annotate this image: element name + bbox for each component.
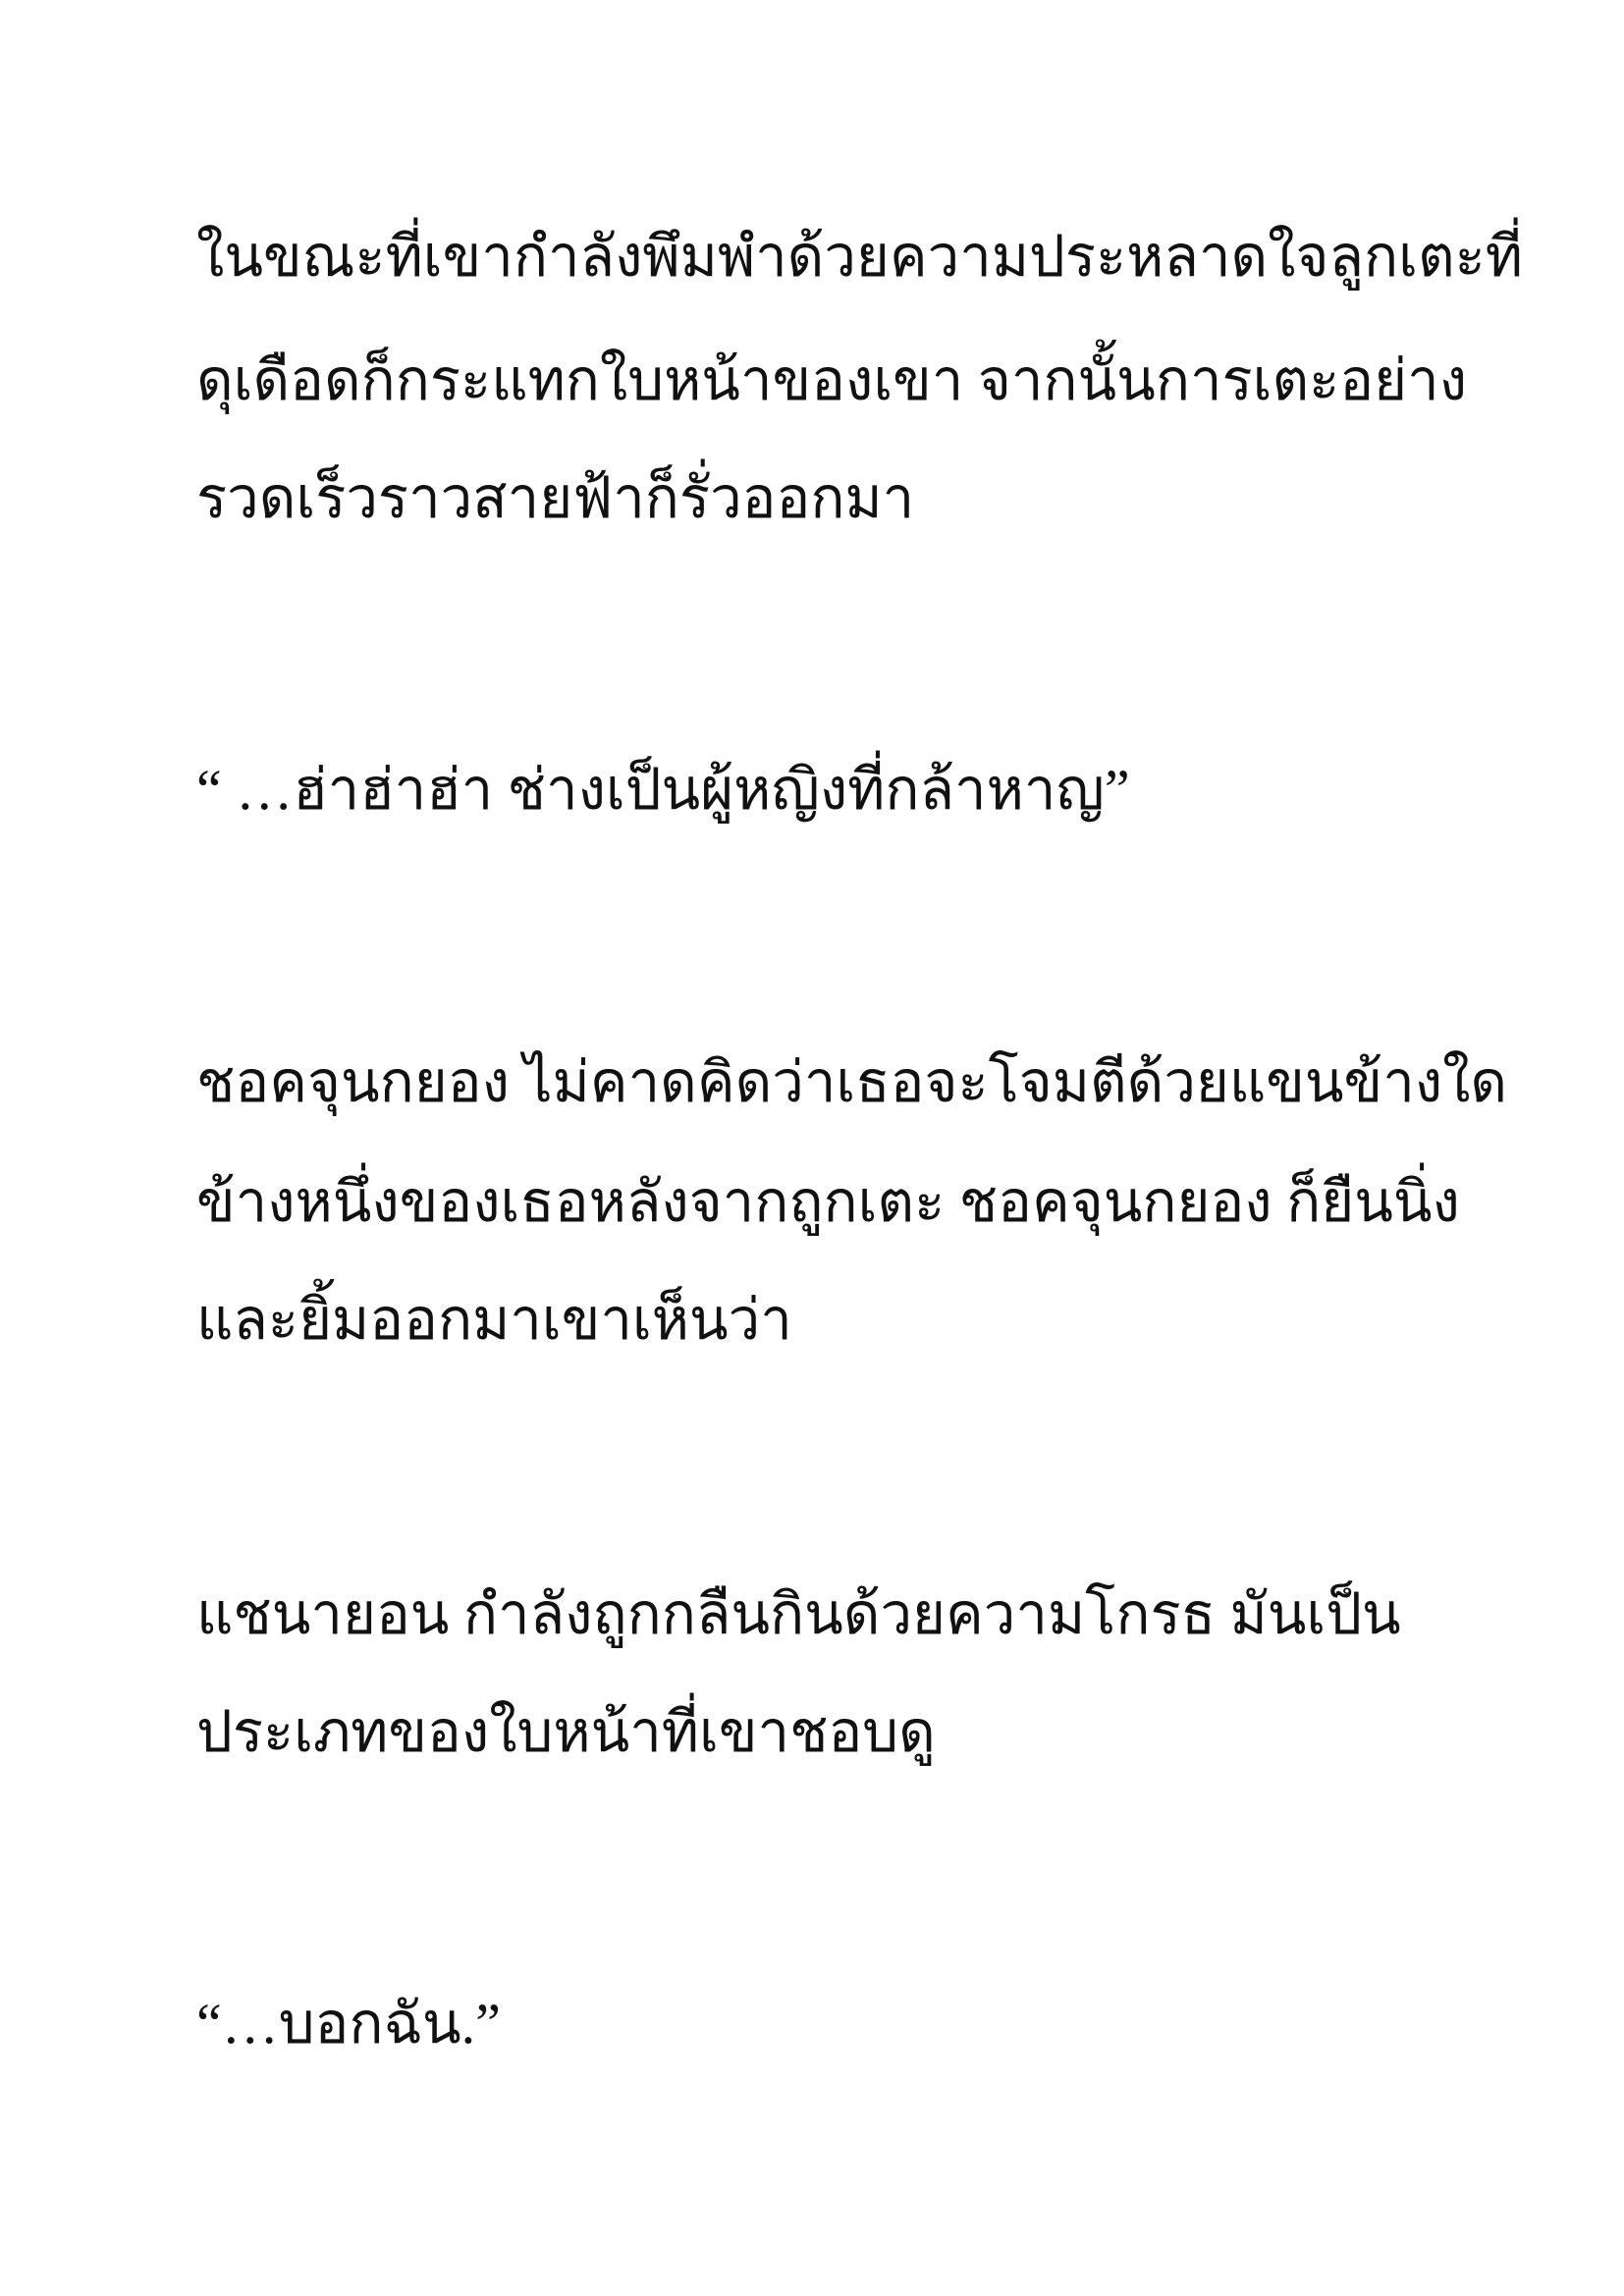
paragraph-4-line-1: แชนายอน กำลังถูกกลืนกินด้วยความโกรธ มันเป็น	[196, 1582, 1401, 1646]
paragraph-3-line-3: และยิ้มออกมาเขาเห็นว่า	[196, 1288, 792, 1352]
paragraph-4-line-2: ประเภทของใบหน้าที่เขาชอบดู	[196, 1700, 936, 1764]
paragraph-1-line-1: ในขณะที่เขากำลังพึมพำด้วยความประหลาดใจลูกเตะที่	[196, 225, 1524, 289]
paragraph-3-line-1: ชอคจุนกยอง ไม่คาดคิดว่าเธอจะโจมตีด้วยแขนข้างใด	[196, 1050, 1508, 1114]
paragraph-1-line-3: รวดเร็วราวสายฟ้าก็รั่วออกมา	[196, 466, 915, 530]
paragraph-1-line-2: ดุเดือดก็กระแทกใบหน้าของเขา จากนั้นการเตะอย่าง	[196, 348, 1468, 412]
paragraph-3-line-2: ข้างหนึ่งของเธอหลังจากถูกเตะ ชอคจุนกยอง ก็ยืนนิ่ง	[196, 1170, 1460, 1234]
paragraph-5-line-1: “…บอกฉัน.”	[196, 1992, 501, 2056]
paragraph-2-line-1: “ …ฮ่าฮ่าฮ่า ช่างเป็นผู้หญิงที่กล้าหาญ”	[196, 758, 1130, 822]
